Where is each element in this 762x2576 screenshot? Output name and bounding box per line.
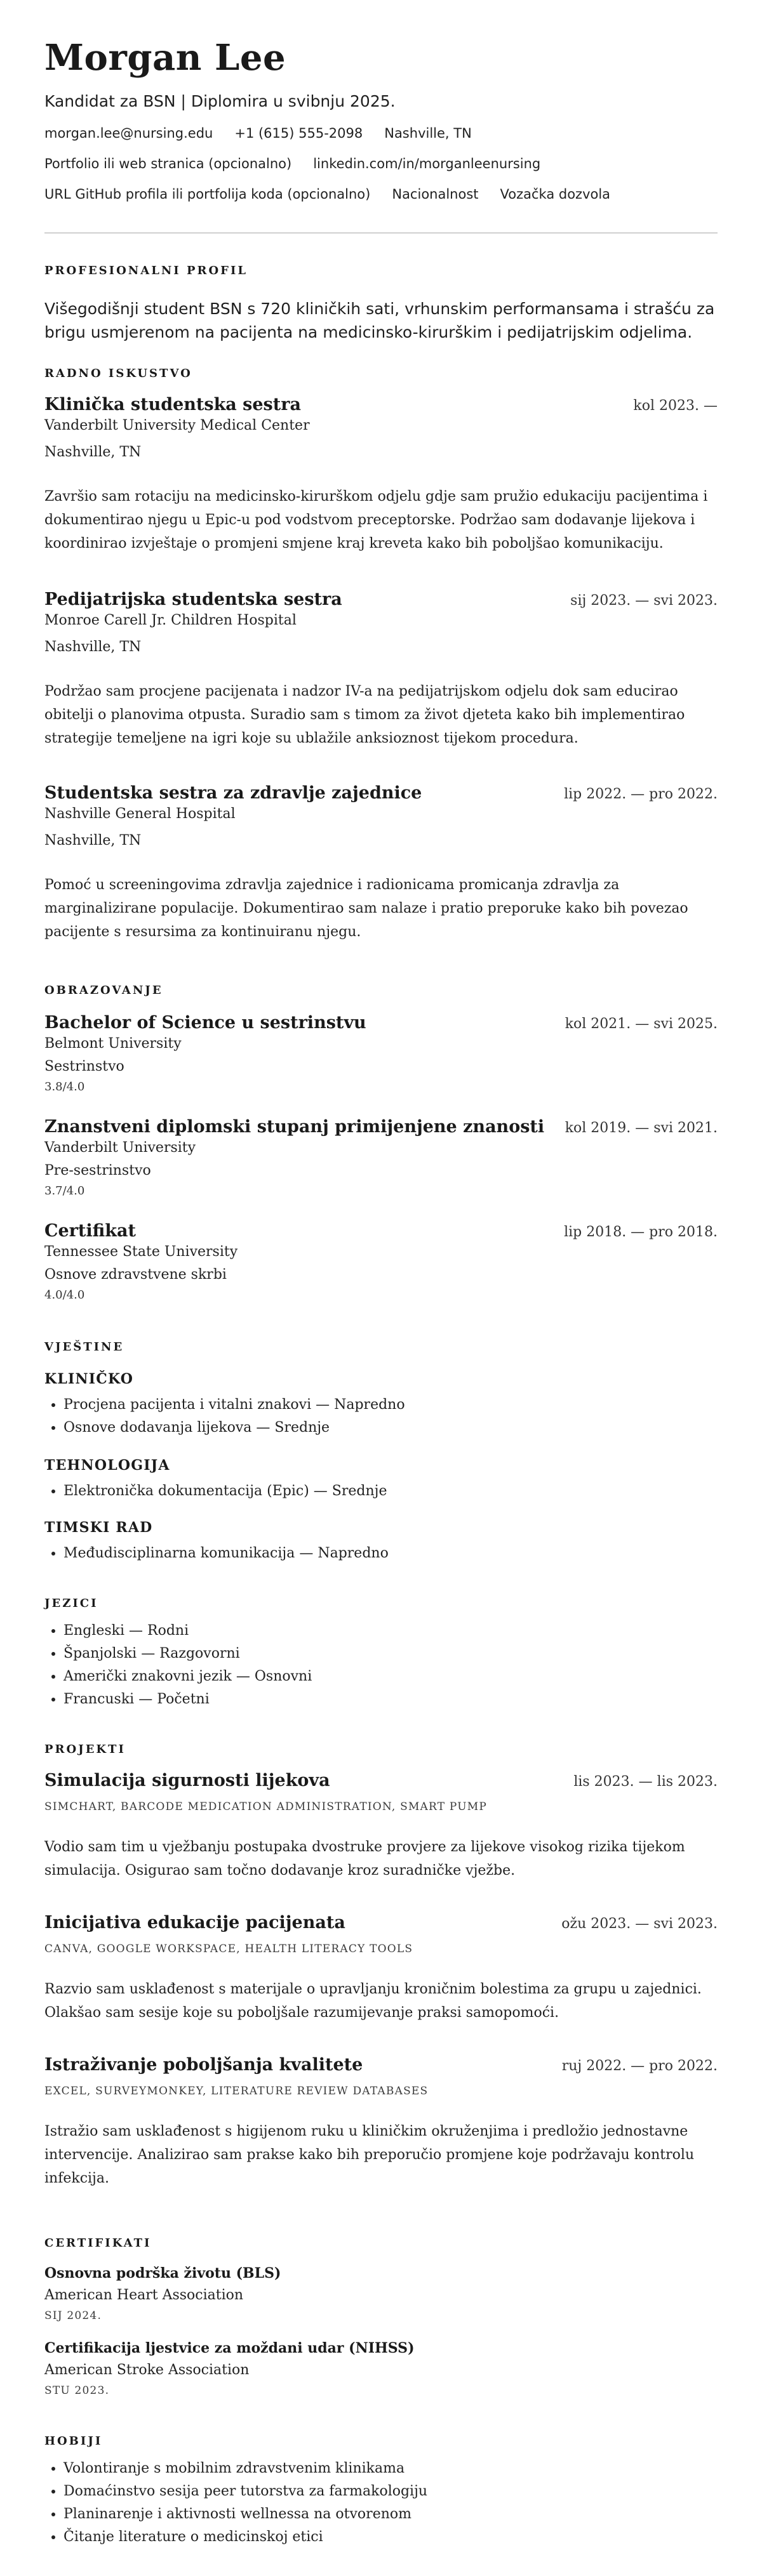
linkedin-link[interactable]: linkedin.com/in/morganleenursing	[313, 156, 541, 171]
experience-date: lip 2022. — pro 2022.	[564, 786, 718, 802]
education-degree: Certifikat	[44, 1221, 136, 1241]
education-date: kol 2019. — svi 2021.	[565, 1120, 718, 1136]
education-gpa: 3.7/4.0	[44, 1184, 85, 1198]
education-gpa: 3.8/4.0	[44, 1080, 85, 1093]
profile-summary: Višegodišnji student BSN s 720 kliničkih sati, vrhunskim performansama i strašću za brigu usmjerenom na pacijenta na medicinsko-kirurškim i pedijatrijskim odjelima.	[44, 300, 715, 341]
experience-item	[44, 588, 718, 750]
section-title-languages: JEZICI	[44, 1597, 98, 1610]
section-title-skills: VJEŠTINE	[44, 1340, 124, 1354]
project-desc: Razvio sam usklađenost s materijale o upravljanju kroničnim bolestima za grupu u zajednici. Olakšao sam sesije koje su poboljšale razumijevanje praksi samopomoći.	[44, 1981, 702, 2021]
list-item: • Francuski — Početni	[64, 1688, 718, 1711]
github-link[interactable]: URL GitHub profila ili portfolija koda (opcionalno)	[44, 187, 371, 202]
project-name: Inicijativa edukacije pacijenata	[44, 1913, 345, 1932]
list-item: • Međudisciplinarna komunikacija — Napredno	[64, 1542, 718, 1565]
hobby-list	[44, 2457, 718, 2549]
certificate-date: STU 2023.	[44, 2384, 110, 2397]
list-item: • Elektronička dokumentacija (Epic) — Srednje	[64, 1480, 718, 1503]
project-date: ruj 2022. — pro 2022.	[561, 2058, 718, 2074]
education-degree: Znanstveni diplomski stupanj primijenjene znanosti	[44, 1117, 545, 1137]
project-desc: Vodio sam tim u vježbanju postupaka dvostruke provjere za lijekove visokog rizika tijekom simulacija. Osigurao sam točno dodavanje kroz suradničke vježbe.	[44, 1839, 685, 1879]
nationality: Nacionalnost	[392, 187, 479, 202]
list-item: • Planinarenje i aktivnosti wellnessa na otvorenom	[64, 2503, 718, 2526]
education-field: Osnove zdravstvene skrbi	[44, 1267, 227, 1283]
education-field: Pre-sestrinstvo	[44, 1163, 151, 1179]
experience-date: sij 2023. — svi 2023.	[570, 593, 718, 609]
list-item: • Procjena pacijenta i vitalni znakovi — Napredno	[64, 1394, 718, 1417]
list-item: • Domaćinstvo sesija peer tutorstva za farmakologiju	[64, 2480, 718, 2503]
experience-role: Studentska sestra za zdravlje zajednice	[44, 783, 422, 803]
project-item	[44, 1769, 718, 1882]
education-field: Sestrinstvo	[44, 1059, 124, 1074]
skill-category: TIMSKI RAD	[44, 1519, 153, 1536]
education-date: lip 2018. — pro 2018.	[564, 1224, 718, 1240]
location: Nashville, TN	[384, 126, 472, 141]
driver-license: Vozačka dozvola	[500, 187, 611, 202]
certificate-item	[44, 2338, 718, 2399]
section-title-certificates: CERTIFIKATI	[44, 2236, 152, 2250]
skill-list	[44, 1542, 718, 1565]
section-title-profile: PROFESIONALNI PROFIL	[44, 264, 248, 277]
certificate-name: Certifikacija ljestvice za moždani udar (NIHSS)	[44, 2340, 415, 2356]
education-date: kol 2021. — svi 2025.	[565, 1016, 718, 1032]
certificate-issuer: American Heart Association	[44, 2287, 244, 2303]
certificate-date: SIJ 2024.	[44, 2309, 102, 2322]
experience-item	[44, 782, 718, 944]
project-item	[44, 2054, 718, 2190]
education-school: Belmont University	[44, 1036, 182, 1052]
experience-location: Nashville, TN	[44, 444, 142, 460]
project-item	[44, 1912, 718, 2024]
section-title-projects: PROJEKTI	[44, 1743, 126, 1756]
experience-location: Nashville, TN	[44, 833, 142, 849]
phone[interactable]: +1 (615) 555-2098	[234, 126, 363, 141]
certificate-item	[44, 2263, 718, 2324]
project-desc: Istražio sam usklađenost s higijenom ruku u kliničkim okruženjima i predložio jednostavne intervencije. Analizirao sam prakse kako bih preporučio promjene koje podržavaju kontrolu infekcija.	[44, 2124, 695, 2186]
section-title-hobbies: HOBIJI	[44, 2434, 103, 2448]
education-item	[44, 1220, 718, 1304]
experience-role: Pedijatrijska studentska sestra	[44, 590, 342, 609]
experience-location: Nashville, TN	[44, 639, 142, 655]
skill-category: KLINIČKO	[44, 1371, 134, 1387]
experience-desc: Završio sam rotaciju na medicinsko-kirurškom odjelu gdje sam pružio edukaciju pacijentima i dokumentirao njegu u Epic-u pod vodstvom preceptorske. Podržao sam dodavanje lijekova i koordinirao izvještaje o promjeni smjene kraj kreveta kako bih poboljšao komunikaciju.	[44, 489, 708, 552]
project-date: ožu 2023. — svi 2023.	[561, 1916, 718, 1932]
certificate-name: Osnovna podrška životu (BLS)	[44, 2265, 281, 2282]
list-item: • Čitanje literature o medicinskoj etici	[64, 2526, 718, 2549]
candidate-name: Morgan Lee	[44, 37, 286, 79]
experience-org: Monroe Carell Jr. Children Hospital	[44, 612, 297, 628]
portfolio-link[interactable]: Portfolio ili web stranica (opcionalno)	[44, 156, 292, 171]
skill-list	[44, 1480, 718, 1503]
education-item	[44, 1012, 718, 1095]
header-divider	[44, 232, 718, 234]
education-school: Tennessee State University	[44, 1244, 238, 1260]
contact-line-1	[44, 124, 718, 142]
skill-list	[44, 1394, 718, 1439]
project-name: Simulacija sigurnosti lijekova	[44, 1771, 330, 1790]
list-item: • Španjolski — Razgovorni	[64, 1642, 718, 1665]
experience-item	[44, 393, 718, 555]
skill-category: TEHNOLOGIJA	[44, 1457, 170, 1474]
experience-org: Vanderbilt University Medical Center	[44, 418, 310, 433]
project-tech: EXCEL, SURVEYMONKEY, LITERATURE REVIEW DATABASES	[44, 2085, 429, 2097]
experience-date: kol 2023. —	[633, 398, 718, 414]
list-item: • Osnove dodavanja lijekova — Srednje	[64, 1417, 718, 1439]
contact-line-2	[44, 155, 718, 173]
list-item: • Američki znakovni jezik — Osnovni	[64, 1665, 718, 1688]
certificate-issuer: American Stroke Association	[44, 2362, 250, 2378]
project-name: Istraživanje poboljšanja kvalitete	[44, 2055, 363, 2075]
education-gpa: 4.0/4.0	[44, 1288, 85, 1302]
project-tech: SIMCHART, BARCODE MEDICATION ADMINISTRATION, SMART PUMP	[44, 1800, 487, 1813]
education-item	[44, 1116, 718, 1199]
education-school: Vanderbilt University	[44, 1140, 196, 1156]
experience-role: Klinička studentska sestra	[44, 395, 301, 414]
project-date: lis 2023. — lis 2023.	[573, 1774, 718, 1790]
education-degree: Bachelor of Science u sestrinstvu	[44, 1013, 366, 1033]
experience-desc: Podržao sam procjene pacijenata i nadzor IV-a na pedijatrijskom odjelu dok sam educirao obitelji o planovima otpusta. Suradio sam s timom za život djeteta kako bih implementirao strategije temeljene na igri koje su ublažile anksioznost tijekom procedura.	[44, 684, 685, 746]
section-title-experience: RADNO ISKUSTVO	[44, 367, 192, 380]
headline: Kandidat za BSN | Diplomira u svibnju 2025.	[44, 92, 396, 110]
project-tech: CANVA, GOOGLE WORKSPACE, HEALTH LITERACY TOOLS	[44, 1943, 413, 1955]
list-item: • Volontiranje s mobilnim zdravstvenim klinikama	[64, 2457, 718, 2480]
contact-line-3	[44, 185, 718, 203]
list-item: • Engleski — Rodni	[64, 1620, 718, 1642]
email[interactable]: morgan.lee@nursing.edu	[44, 126, 213, 141]
section-title-education: OBRAZOVANJE	[44, 984, 163, 997]
experience-desc: Pomoć u screeningovima zdravlja zajednice i radionicama promicanja zdravlja za marginalizirane populacije. Dokumentirao sam nalaze i pratio preporuke kako bih povezao pacijente s resursima za kontinuiranu njegu.	[44, 877, 688, 940]
experience-org: Nashville General Hospital	[44, 806, 236, 822]
language-list	[44, 1620, 718, 1711]
